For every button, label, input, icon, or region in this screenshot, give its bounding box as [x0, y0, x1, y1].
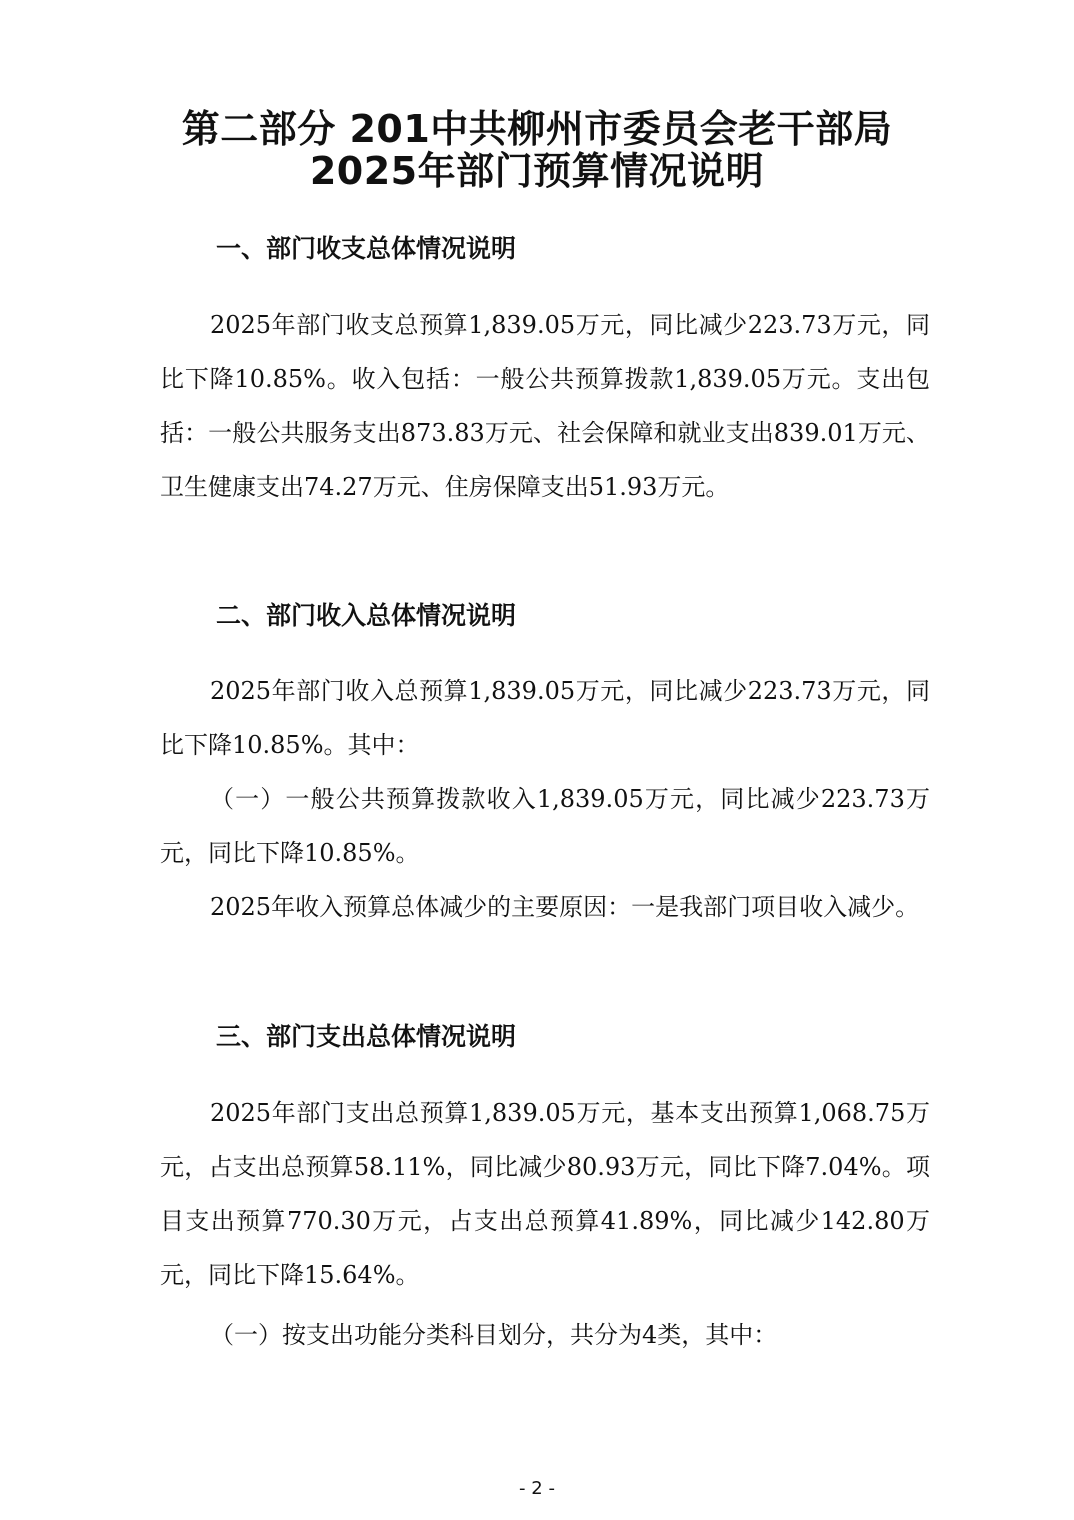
document-title-line-2: 2025年部门预算情况说明 [309, 149, 765, 193]
section-2-paragraph-2: （一）一般公共预算拨款收入1,839.05万元，同比减少223.73万元，同比下降10.85%。 [160, 785, 930, 867]
section-1-heading: 一、部门收支总体情况说明 [216, 234, 517, 263]
section-2-heading: 二、部门收入总体情况说明 [216, 601, 517, 630]
section-3-paragraph-1: 2025年部门支出总预算1,839.05万元，基本支出预算1,068.75万元，占支出总预算58.11%，同比减少80.93万元，同比下降7.04%。项目支出预算770.30万元，占支出总预算41.89%，同比减少142.80万元，同比下降15.64%。 [160, 1099, 930, 1289]
section-3-paragraph-2: （一）按支出功能分类科目划分，共分为4类，其中： [210, 1321, 778, 1349]
page-number: - 2 - [519, 1478, 555, 1499]
section-3-heading: 三、部门支出总体情况说明 [216, 1022, 517, 1051]
section-2-paragraph-3: 2025年收入预算总体减少的主要原因：一是我部门项目收入减少。 [210, 893, 920, 921]
section-2-paragraph-1: 2025年部门收入总预算1,839.05万元，同比减少223.73万元，同比下降10.85%。其中： [160, 677, 930, 759]
document-title-line-1: 第二部分 201中共柳州市委员会老干部局 [181, 107, 893, 151]
section-1-paragraph-1: 2025年部门收支总预算1,839.05万元，同比减少223.73万元，同比下降10.85%。收入包括：一般公共预算拨款1,839.05万元。支出包括：一般公共服务支出873.83万元、社会保障和就业支出839.01万元、卫生健康支出74.27万元、住房保障支出51.93万元。 [160, 311, 930, 501]
